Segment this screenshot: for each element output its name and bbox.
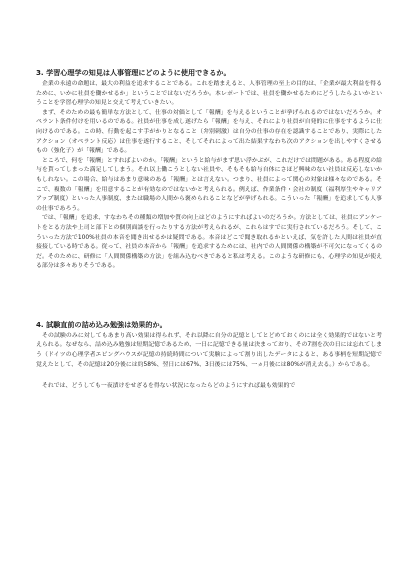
section-4-paragraph-1: その試験のみに対してもあまり高い効果は得られず、それ以降に自分の記憶としてとどめておくのには全く効果的ではないと考えられる。なぜなら、詰め込み勉強は短期記憶であるため、一日に記憶できる量は決まっており、その7割を次の日には忘れてしまう（ドイツの心理学者エビングハウスが記憶の持続時間について実験によって割り出したデータによると、ある事柄を短期記憶で覚えたとして、その記憶は20分後には約58%、翌日には67%、3日後には75%、一ヵ月後には80%が消え去る。）からである。	[36, 332, 382, 368]
paragraph-spacer	[36, 370, 382, 382]
section-3-paragraph-4: では、「報酬」を追求、すなわちその種類の増加や質の向上はどのようにすればよいのだろうか。方法としては、社員にアンケートをとる方法や上司と部下との個別面談を行ったりする方法が考えられるが、これらはすでに実行されているだろう。そして、こういった方法で100%社員の本音を聞き出せるかは疑問である。本音はどこで聞き取れるかといえば、気を許した人間は社員が直接接している時である。従って、社員の本音から「報酬」を追求するためには、社内での人間関係の構築が不可欠になってくるのだ。そのために、研修に「人間関係構築の方法」を組み込むべきであると私は考える。このような研修にも、心理学の知見が使える部分は多々ありそうである。	[36, 215, 382, 270]
section-4-final-line: それでは、どうしても一夜漬けをせざるを得ない状況になったらどのようにすれば最も効果的で	[42, 383, 296, 390]
section-3-paragraph-1: 企業の永遠の命題は、最大の利益を追求することである。これを踏まえると、人事管理の至上の目的は、「企業が最大利益を得るために、いかに社員を働かせるか」ということではないだろうか。本レポートでは、社員を働かせるためにどうしたらよいかということを学習心理学の知見と交えて考えていきたい。	[36, 81, 382, 107]
section-spacer	[36, 272, 382, 320]
section-3-title: 3. 学習心理学の知見は人事管理にどのように使用できるか。	[36, 68, 231, 77]
section-4-title: 4. 試験直前の詰め込み勉強は効果的か。	[36, 319, 167, 329]
section-3-paragraph-3: ところで、何を「報酬」とすればよいのか。「報酬」というと給与がまず思い浮かぶが、これだけでは問題がある。ある程度の給与を貰ってしまった満足してしまう。それ以上働こうとしない社員や、そもそも給与自体にさほど興味のない社員は反応しないかもしれない。この場合、給与はあまり意味のある「報酬」とは言えない。つまり、社員によって関心の対象は様々なのである。そこで、複数の「報酬」を用意することが有効なのではないかと考えられる。例えば、作業条件・会社の制度（福利厚生やキャリアアップ制度）といった人事制度、または職場の人間から褒められることなどが挙げられる。こういった「報酬」を追求しても人事の仕事であろう。	[36, 157, 382, 212]
section-3-paragraph-2: まず、そのための最も簡単な方法として、仕事の対価として「報酬」を与えるということが挙げられるのではないだろうか。オペラント条件付けを用いるのである。社員が仕事を成し遂げたら「報酬」を与え、それにより社員が自発的に仕事をするように仕向けるのである。この時、行動を起こす手がかりとなること（弁別刺激）は自分の仕事の存在を認識することであり、実際にしたアクション（オペラント反応）は仕事を遂行すること、そしてそれによって出た結果すなわち次のアクションを出しやすくさせるもの（強化子）が「報酬」である。	[36, 109, 382, 155]
